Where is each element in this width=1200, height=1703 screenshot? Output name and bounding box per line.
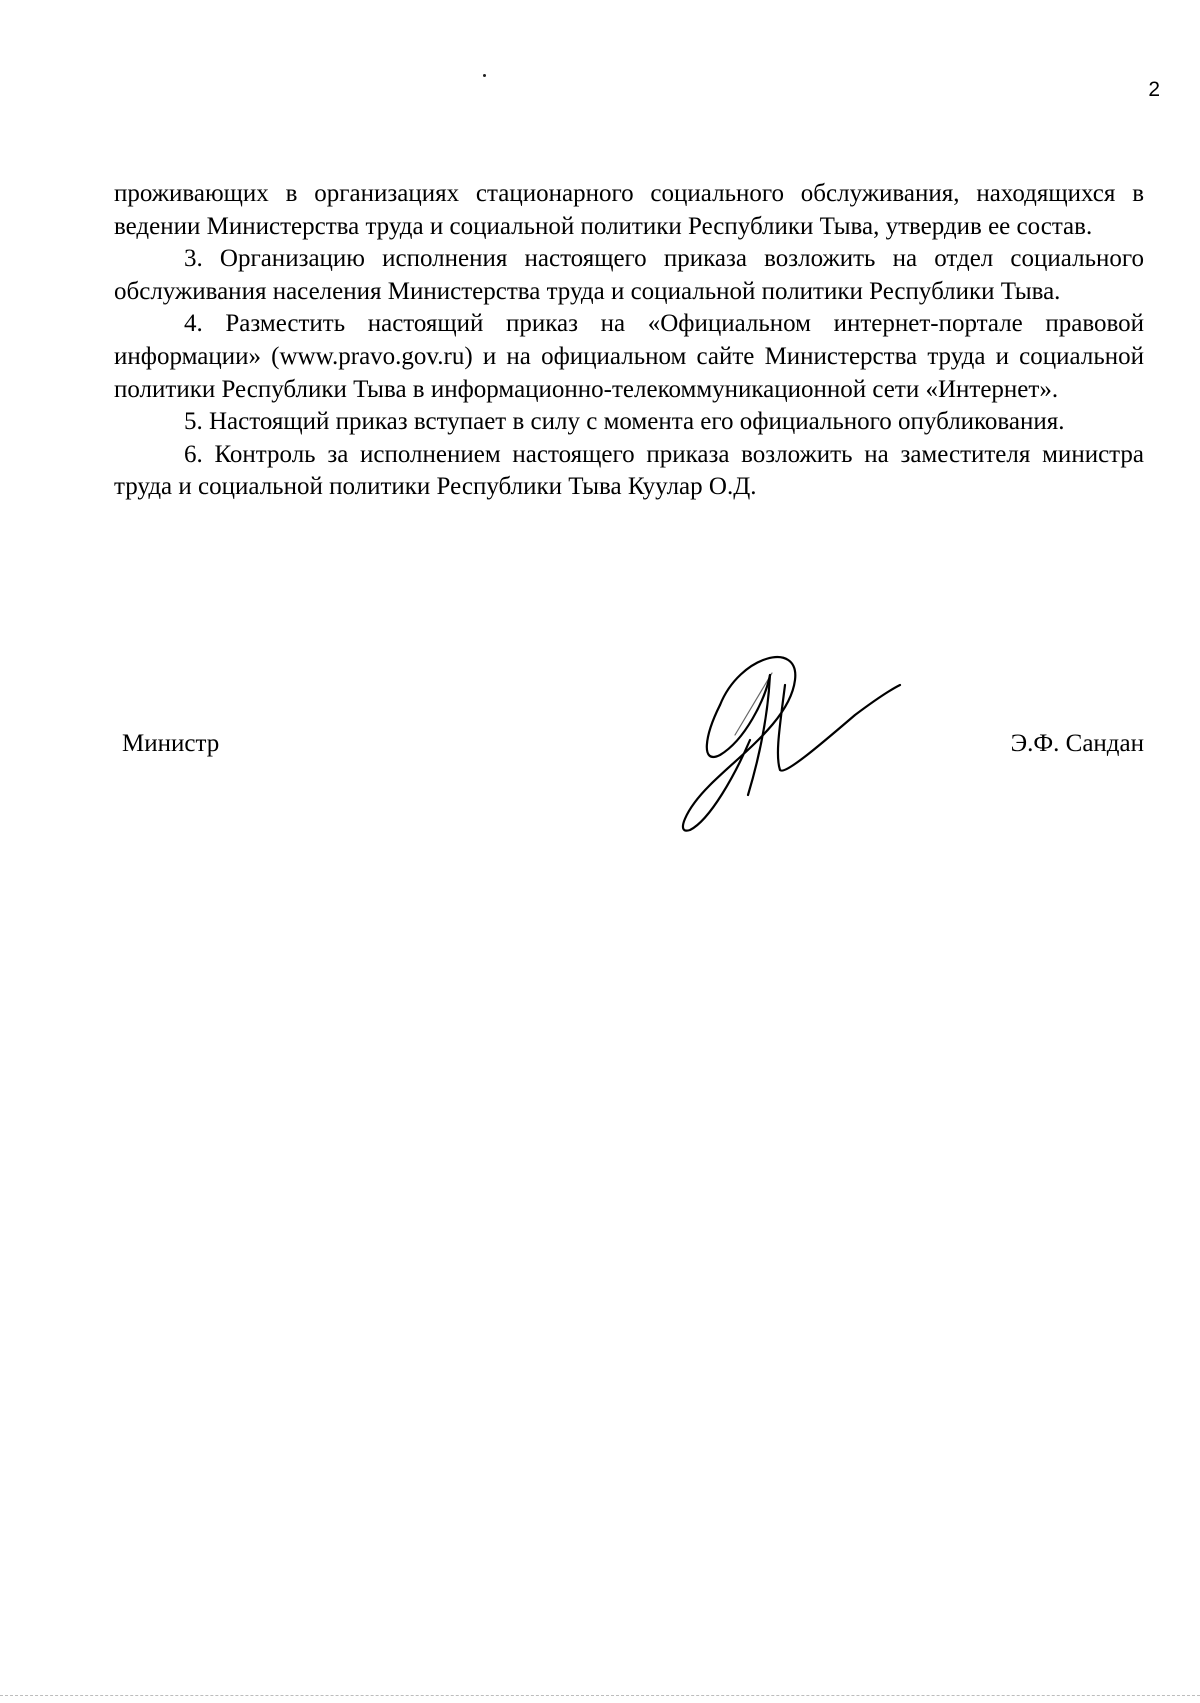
paragraph-item-6: 6. Контроль за исполнением настоящего приказа возложить на заместителя министра труда и социальной политики Республики Тыва Куулар О.Д. (114, 440, 1144, 501)
signature-block (114, 730, 1144, 770)
signatory-title: Министр (122, 730, 220, 757)
paragraph-item-4: 4. Разместить настоящий приказ на «Официальном интернет-портале правовой информации» (www.pravo.gov.ru) и на официальном сайте Министерства труда и социальной политики Республики Тыва в информационно-телекоммуникационной сети «Интернет». (114, 310, 1144, 403)
paragraph-item-5: 5. Настоящий приказ вступает в силу с момента его официального опубликования. (184, 408, 1065, 436)
signatory-name: Э.Ф. Сандан (1010, 730, 1144, 757)
handwritten-signature (680, 645, 910, 845)
page-number: 2 (1148, 78, 1160, 101)
document-body (114, 178, 1144, 504)
scan-speck (483, 74, 486, 77)
paragraph-item-3: 3. Организацию исполнения настоящего приказа возложить на отдел социального обслуживания населения Министерства труда и социальной политики Республики Тыва. (114, 245, 1144, 305)
paragraph-continuation: проживающих в организациях стационарного социального обслуживания, находящихся в ведении Министерства труда и социальной политики Республики Тыва, утвердив ее состав. (114, 180, 1144, 240)
page-bottom-edge (0, 1695, 1200, 1696)
